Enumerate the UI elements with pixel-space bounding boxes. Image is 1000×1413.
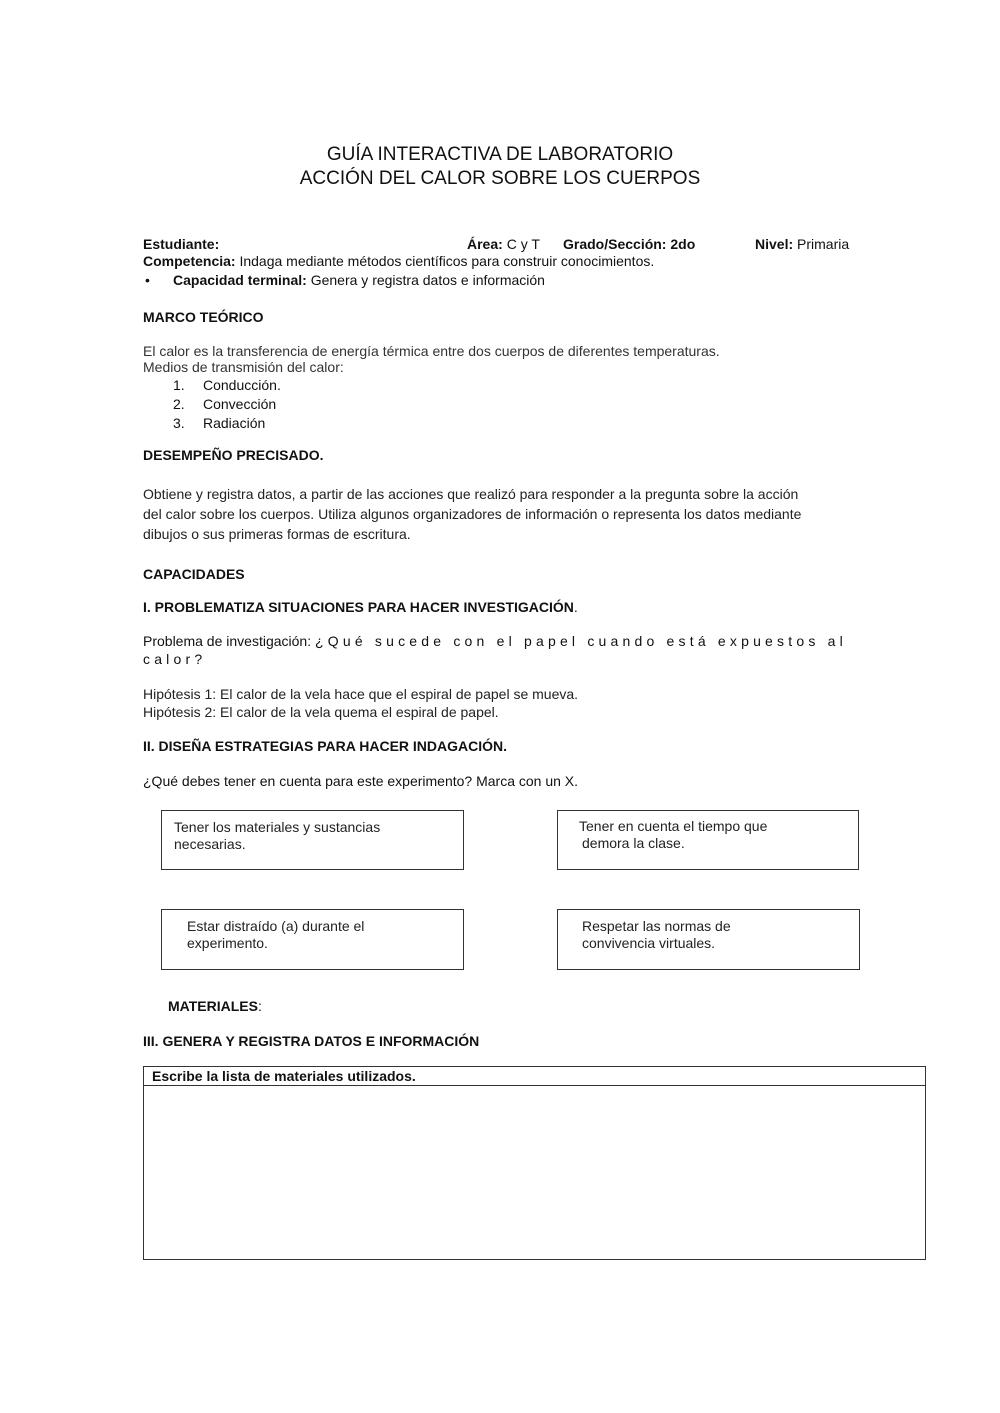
option-box-time[interactable]	[557, 810, 859, 870]
area-label: Área:	[467, 236, 503, 252]
list-item-number: 2.	[173, 396, 185, 412]
materials-colon: :	[257, 998, 262, 1014]
materials-table-input-area[interactable]	[144, 1086, 925, 1258]
option-text: Tener en cuenta el tiempo que	[579, 818, 768, 834]
desempeno-heading: DESEMPEÑO PRECISADO.	[143, 447, 324, 463]
option-text: convivencia virtuales.	[582, 935, 716, 951]
option-box-distracted[interactable]	[161, 909, 464, 970]
option-text: Estar distraído (a) durante el	[187, 918, 365, 934]
desempeno-line: del calor sobre los cuerpos. Utiliza algunos organizadores de información o representa los datos mediante	[143, 506, 802, 522]
hypothesis-1: Hipótesis 1: El calor de la vela hace que el espiral de papel se mueva.	[143, 686, 579, 702]
materials-heading	[168, 998, 262, 1015]
grade-label: Grado/Sección: 2do	[563, 236, 696, 252]
level-label: Nivel:	[755, 236, 794, 252]
section-1-heading	[143, 599, 578, 616]
materials-table-header: Escribe la lista de materiales utilizados.	[144, 1067, 925, 1086]
option-text: Respetar las normas de	[582, 918, 731, 934]
bullet-icon: •	[145, 272, 150, 288]
competence-label: Competencia:	[143, 253, 236, 269]
area-field	[467, 236, 540, 253]
section-1-period: .	[573, 599, 578, 615]
list-item-radiation: Radiación	[203, 415, 266, 431]
document-title-line1: GUÍA INTERACTIVA DE LABORATORIO	[326, 144, 674, 165]
list-item-number: 1.	[173, 377, 185, 393]
marco-text: El calor es la transferencia de energía térmica entre dos cuerpos de diferentes temperaturas.	[143, 343, 720, 359]
section-2-heading: II. DISEÑA ESTRATEGIAS PARA HACER INDAGACIÓN.	[143, 738, 508, 754]
option-text: necesarias.	[174, 836, 246, 852]
competence-value: Indaga mediante métodos científicos para construir conocimientos.	[239, 253, 655, 269]
option-box-norms[interactable]	[557, 909, 860, 970]
problem-question-cont: calor?	[143, 651, 207, 667]
option-text: demora la clase.	[582, 835, 685, 851]
document-title-line2: ACCIÓN DEL CALOR SOBRE LOS CUERPOS	[299, 168, 701, 189]
marco-heading: MARCO TEÓRICO	[143, 309, 264, 325]
desempeno-paragraph	[143, 484, 801, 544]
option-text: Tener los materiales y sustancias	[174, 819, 381, 835]
list-item-convection: Convección	[203, 396, 277, 412]
capacity-line	[173, 272, 545, 289]
materials-table	[143, 1066, 926, 1260]
list-item-conduction: Conducción.	[203, 377, 281, 393]
materials-label: MATERIALES	[168, 998, 258, 1014]
problem-line	[143, 633, 847, 650]
capacidades-heading: CAPACIDADES	[143, 566, 245, 582]
section-3-heading: III. GENERA Y REGISTRA DATOS E INFORMACIÓN	[143, 1033, 480, 1049]
level-value: Primaria	[797, 236, 850, 252]
level-field	[755, 236, 849, 253]
hypothesis-2: Hipótesis 2: El calor de la vela quema el espiral de papel.	[143, 704, 499, 720]
section-1-title: I. PROBLEMATIZA SITUACIONES PARA HACER INVESTIGACIÓN	[143, 599, 574, 615]
desempeno-line: dibujos o sus primeras formas de escritura.	[143, 526, 411, 542]
list-item-number: 3.	[173, 415, 185, 431]
capacity-label: Capacidad terminal:	[173, 272, 307, 288]
option-box-materials[interactable]	[161, 810, 464, 870]
strategies-question: ¿Qué debes tener en cuenta para este experimento? Marca con un X.	[143, 773, 579, 789]
competence-line	[143, 253, 654, 270]
capacity-value: Genera y registra datos e información	[310, 272, 545, 288]
means-label: Medios de transmisión del calor:	[143, 359, 344, 375]
student-label: Estudiante:	[143, 236, 220, 252]
area-value: C y T	[506, 236, 540, 252]
problem-question: ¿Qué sucede con el papel cuando está expuestos al	[315, 633, 847, 649]
option-text: experimento.	[187, 935, 268, 951]
desempeno-line: Obtiene y registra datos, a partir de las acciones que realizó para responder a la pregunta sobre la acción	[143, 486, 799, 502]
problem-label: Problema de investigación:	[143, 633, 312, 649]
